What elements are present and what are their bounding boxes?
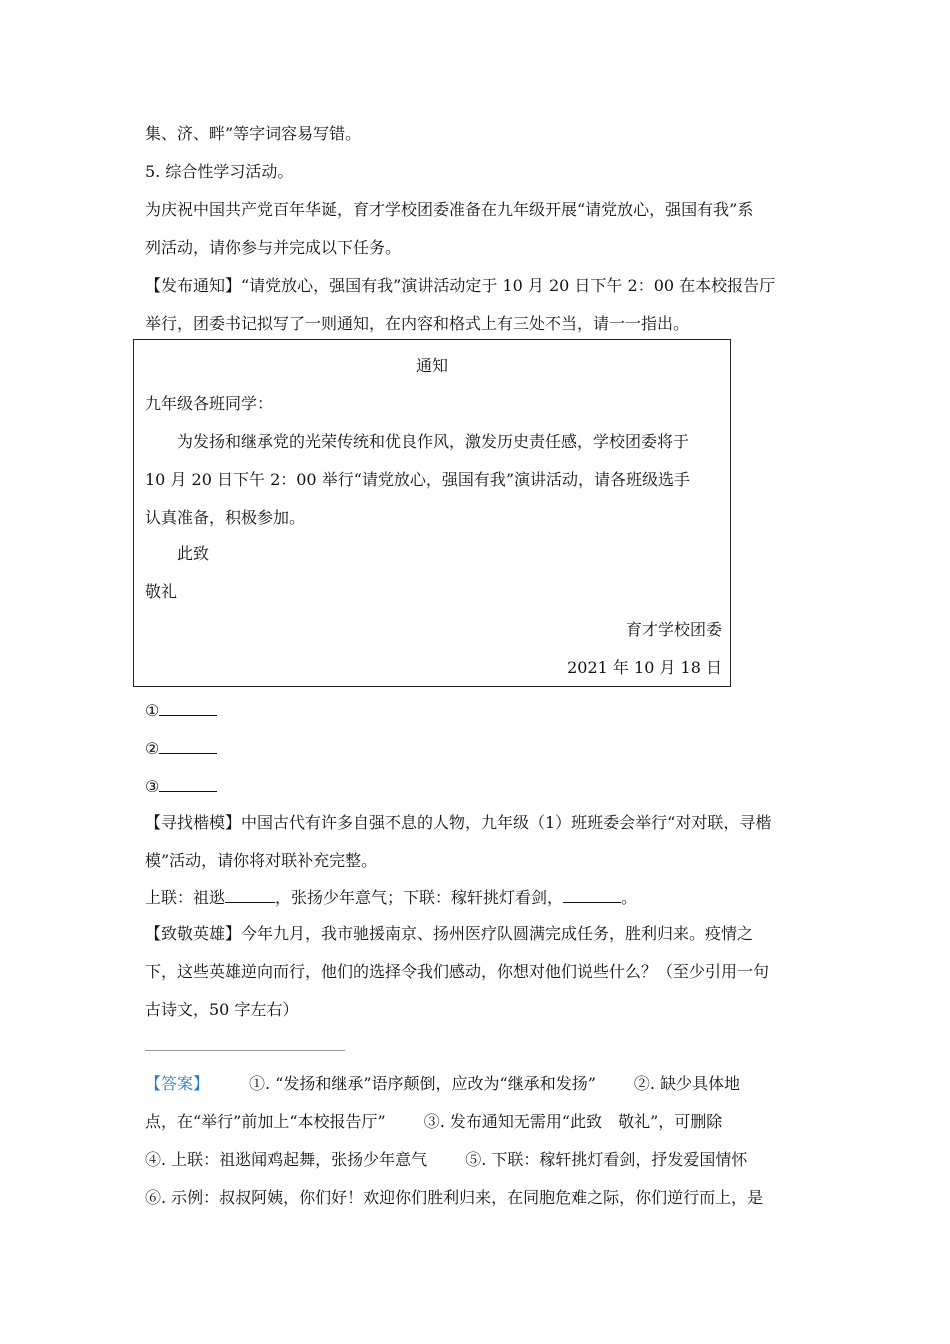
question-5-heading: 5. 综合性学习活动。 xyxy=(145,162,294,181)
blank-line xyxy=(225,888,275,903)
answer-line-3 xyxy=(145,1149,747,1171)
notice-closing-regards: 敬礼 xyxy=(145,582,178,601)
blank-line xyxy=(159,739,217,754)
answer-6: ⑥. 示例：叔叔阿姨，你们好！欢迎你们胜利归来，在同胞危难之际，你们逆行而上，是 xyxy=(145,1188,764,1207)
notice-closing: 此致 xyxy=(177,544,210,563)
couplet-line xyxy=(145,887,637,909)
notice-body-cont: 10 月 20 日下午 2：00 举行“请党放心，强国有我”演讲活动，请各班级选手 xyxy=(145,470,691,489)
couplet-middle: ，张扬少年意气；下联：稼轩挑灯看剑， xyxy=(275,888,564,907)
task-find-role-model: 【寻找楷模】中国古代有许多自强不息的人物，九年级（1）班班委会举行“对对联，寻楷 xyxy=(145,813,772,832)
notice-box xyxy=(133,339,731,687)
notice-date: 2021 年 10 月 18 日 xyxy=(567,658,722,677)
answer-3: ③. 发布通知无需用“此致 敬礼”，可删除 xyxy=(423,1112,723,1131)
task-find-role-model-cont: 模”活动，请你将对联补充完整。 xyxy=(145,851,378,870)
notice-body-end: 认真准备，积极参加。 xyxy=(145,508,306,527)
answer-tag: 【答案】 xyxy=(145,1074,210,1093)
task-publish-notice-cont: 举行，团委书记拟写了一则通知，在内容和格式上有三处不当，请一一指出。 xyxy=(145,314,690,333)
blank-line xyxy=(159,777,217,792)
activity-description: 为庆祝中国共产党百年华诞，育才学校团委准备在九年级开展“请党放心，强国有我”系 xyxy=(145,200,754,219)
answer-line-1 xyxy=(145,1073,740,1095)
notice-signature: 育才学校团委 xyxy=(625,620,722,639)
answer-1: ①. “发扬和继承”语序颠倒，应改为“继承和发扬” xyxy=(249,1074,596,1093)
answer-2-start: ②. 缺少具体地 xyxy=(633,1074,741,1093)
couplet-upper: 上联：祖逖 xyxy=(145,888,226,907)
task-salute-heroes-end: 古诗文，50 字左右） xyxy=(145,1000,299,1019)
notice-title: 通知 xyxy=(415,356,448,375)
blank-line xyxy=(563,888,621,903)
couplet-end: 。 xyxy=(621,888,638,907)
task-salute-heroes-cont: 下，这些英雄逆向而行，他们的选择令我们感动，你想对他们说些什么？（至少引用一句 xyxy=(145,962,770,981)
intro-text: 集、济、畔”等字词容易写错。 xyxy=(145,124,362,143)
notice-salutation: 九年级各班同学： xyxy=(145,394,274,413)
task-salute-heroes: 【致敬英雄】今年九月，我市驰援南京、扬州医疗队圆满完成任务，胜利归来。疫情之 xyxy=(145,924,754,943)
answer-line-4 xyxy=(145,1187,763,1209)
answer-blank-2 xyxy=(145,738,217,760)
answer-line-2 xyxy=(145,1111,722,1133)
answer-5: ⑤. 下联：稼轩挑灯看剑，抒发爱国情怀 xyxy=(465,1150,748,1169)
task-publish-notice: 【发布通知】“请党放心，强国有我”演讲活动定于 10 月 20 日下午 2：00 在本校报告厅 xyxy=(145,276,776,295)
blank-line xyxy=(159,701,217,716)
answer-4: ④. 上联：祖逖闻鸡起舞，张扬少年意气 xyxy=(145,1150,428,1169)
notice-body: 为发扬和继承党的光荣传统和优良作风，激发历史责任感，学校团委将于 xyxy=(177,432,690,451)
answer-2-end: 点，在“举行”前加上“本校报告厅” xyxy=(145,1112,386,1131)
answer-blank-3 xyxy=(145,776,217,798)
answer-blank-1 xyxy=(145,700,217,722)
activity-description-cont: 列活动，请你参与并完成以下任务。 xyxy=(145,238,402,257)
blank-number: ③ xyxy=(145,777,160,796)
blank-number: ② xyxy=(145,739,160,758)
separator-line xyxy=(145,1050,345,1051)
blank-number: ① xyxy=(145,701,160,720)
